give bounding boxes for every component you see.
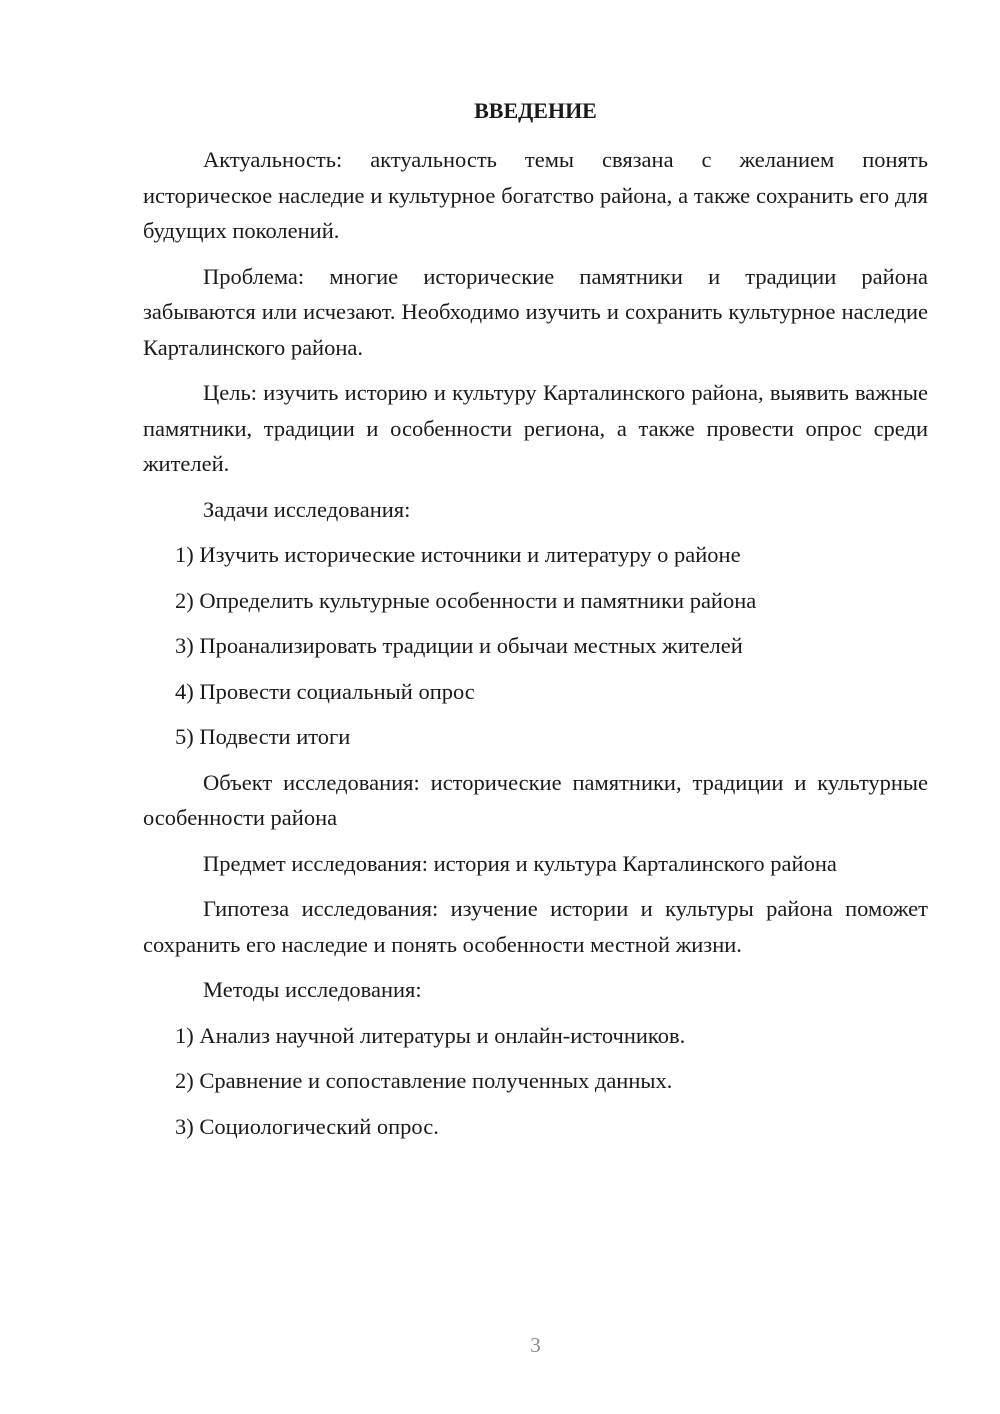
document-body (143, 142, 928, 1154)
subject-paragraph: Предмет исследования: история и культура Карталинского района (203, 850, 837, 876)
method-item: 2) Сравнение и сопоставление полученных данных. (175, 1068, 673, 1093)
relevance-paragraph: Актуальность: актуальность темы связана с желанием понять историческое наследие и культурное богатство района, а также сохранить его для будущих поколений. (143, 147, 928, 243)
tasks-heading: Задачи исследования: (203, 496, 411, 522)
method-item: 3) Социологический опрос. (175, 1113, 439, 1139)
object-paragraph: Объект исследования: исторические памятники, традиции и культурные особенности района (143, 769, 928, 830)
document-page (143, 0, 928, 1414)
task-item: 1) Изучить исторические источники и литературу о районе (175, 542, 741, 567)
task-item: 4) Провести социальный опрос (175, 678, 475, 704)
task-item: 2) Определить культурные особенности и памятники района (175, 587, 757, 613)
page-number: 3 (530, 1333, 541, 1357)
methods-heading: Методы исследования: (203, 977, 422, 1002)
hypothesis-paragraph: Гипотеза исследования: изучение истории и культуры района поможет сохранить его наследие и понять особенности местной жизни. (143, 896, 928, 957)
goal-paragraph: Цель: изучить историю и культуру Карталинского района, выявить важные памятники, традиции и особенности региона, а также провести опрос среди жителей. (143, 380, 928, 476)
method-item: 1) Анализ научной литературы и онлайн-источников. (175, 1022, 686, 1048)
task-item: 3) Проанализировать традиции и обычаи местных жителей (175, 633, 743, 658)
problem-paragraph: Проблема: многие исторические памятники и традиции района забываются или исчезают. Необходимо изучить и сохранить культурное наследие Карталинского района. (143, 263, 928, 360)
section-title: ВВЕДЕНИЕ (474, 98, 597, 123)
task-item: 5) Подвести итоги (175, 724, 351, 749)
